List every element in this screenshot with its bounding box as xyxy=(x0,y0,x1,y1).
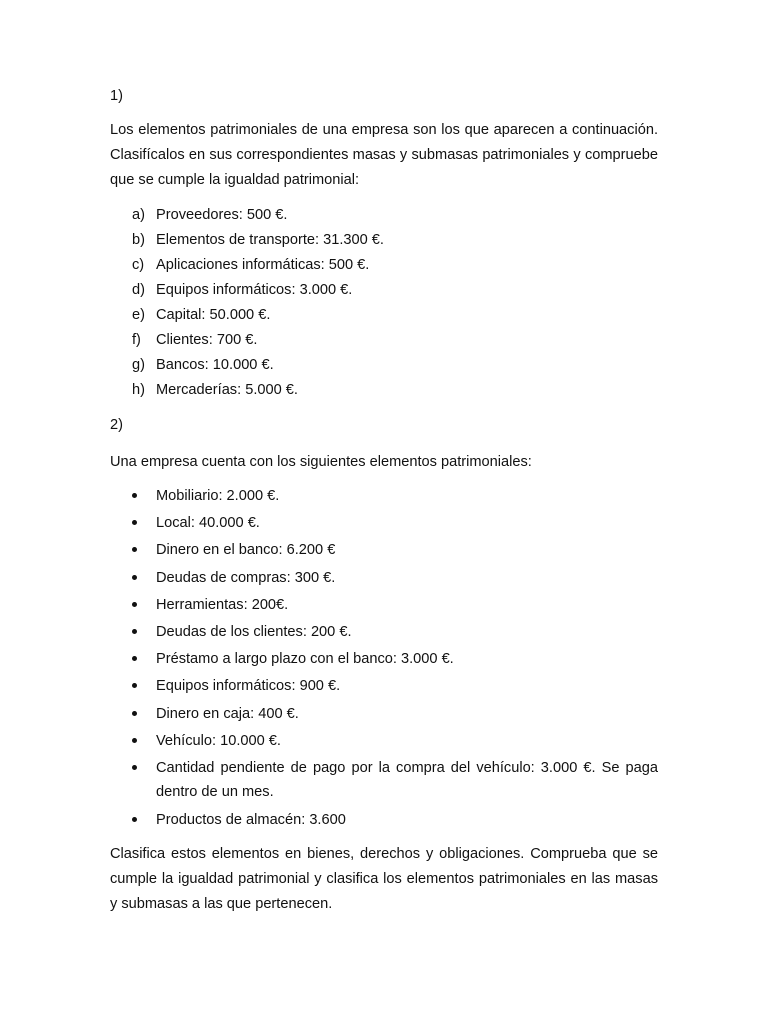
bullet-icon xyxy=(132,711,137,716)
bullet-icon xyxy=(132,683,137,688)
list-marker: g) xyxy=(132,357,145,373)
exercise-2-closing: Clasifica estos elementos en bienes, derechos y obligaciones. Comprueba que se cumple la igualdad patrimonial y clasifica los elementos patrimoniales en las masas y submasas a las que pertenecen. xyxy=(110,846,658,912)
list-item-text: Equipos informáticos: 3.000 €. xyxy=(156,282,353,298)
bullet-icon xyxy=(132,575,137,580)
list-item xyxy=(110,702,658,727)
list-item xyxy=(110,278,658,303)
exercise-1-list xyxy=(110,203,658,403)
list-marker: a) xyxy=(132,207,145,223)
list-item xyxy=(110,353,658,378)
list-item-text: Herramientas: 200€. xyxy=(156,596,289,613)
list-item xyxy=(110,253,658,278)
bullet-icon xyxy=(132,765,137,770)
bullet-icon xyxy=(132,547,137,552)
list-item-text: Bancos: 10.000 €. xyxy=(156,357,274,373)
exercise-1-number: 1) xyxy=(110,88,123,104)
list-item xyxy=(110,808,658,833)
list-item-text: Préstamo a largo plazo con el banco: 3.000 €. xyxy=(156,651,454,668)
bullet-icon xyxy=(132,629,137,634)
list-item xyxy=(110,566,658,591)
list-item-text: Mobiliario: 2.000 €. xyxy=(156,488,280,504)
bullet-icon xyxy=(132,602,137,607)
list-marker: b) xyxy=(132,232,145,248)
list-item xyxy=(110,511,658,536)
bullet-icon xyxy=(132,817,137,822)
bullet-icon xyxy=(132,738,137,743)
list-item xyxy=(110,647,658,672)
exercise-2-number: 2) xyxy=(110,417,123,433)
list-item-text: Elementos de transporte: 31.300 €. xyxy=(156,232,384,248)
list-item xyxy=(110,303,658,328)
list-item-text: Dinero en caja: 400 €. xyxy=(156,705,299,722)
list-item-text: Local: 40.000 €. xyxy=(156,515,260,532)
bullet-icon xyxy=(132,493,137,498)
bullet-icon xyxy=(132,520,137,525)
list-item-text: Aplicaciones informáticas: 500 €. xyxy=(156,257,370,273)
list-item xyxy=(110,593,658,618)
exercise-1-intro: Los elementos patrimoniales de una empresa son los que aparecen a continuación. Clasifícalos en sus correspondientes masas y submasas patrimoniales y compruebe que se cumple la igualdad patrimonial: xyxy=(110,122,658,188)
exercise-2-list xyxy=(110,484,658,835)
list-item-text: Capital: 50.000 €. xyxy=(156,307,271,323)
list-item xyxy=(110,378,658,403)
list-item xyxy=(110,538,658,563)
list-item-text: Productos de almacén: 3.600 xyxy=(156,811,346,828)
bullet-icon xyxy=(132,656,137,661)
exercise-2-intro: Una empresa cuenta con los siguientes elementos patrimoniales: xyxy=(110,454,532,470)
list-marker: f) xyxy=(132,332,141,348)
list-item xyxy=(110,729,658,754)
list-marker: c) xyxy=(132,257,145,273)
list-item-text: Proveedores: 500 €. xyxy=(156,207,288,223)
list-item xyxy=(110,328,658,353)
list-item xyxy=(110,484,658,509)
list-item-text: Deudas de los clientes: 200 €. xyxy=(156,623,352,640)
list-item-text: Clientes: 700 €. xyxy=(156,332,258,348)
list-item xyxy=(110,756,658,805)
list-item-text: Deudas de compras: 300 €. xyxy=(156,569,336,586)
list-item xyxy=(110,228,658,253)
list-item-text: Dinero en el banco: 6.200 € xyxy=(156,542,336,559)
list-item xyxy=(110,620,658,645)
list-item-text: Mercaderías: 5.000 €. xyxy=(156,382,298,398)
list-item xyxy=(110,674,658,699)
list-item-text: Cantidad pendiente de pago por la compra del vehículo: 3.000 €. Se paga dentro de un mes. xyxy=(156,759,658,801)
list-marker: h) xyxy=(132,382,145,398)
list-item-text: Vehículo: 10.000 €. xyxy=(156,732,281,749)
list-item-text: Equipos informáticos: 900 €. xyxy=(156,678,341,695)
list-marker: e) xyxy=(132,307,145,323)
list-marker: d) xyxy=(132,282,145,298)
list-item xyxy=(110,203,658,228)
